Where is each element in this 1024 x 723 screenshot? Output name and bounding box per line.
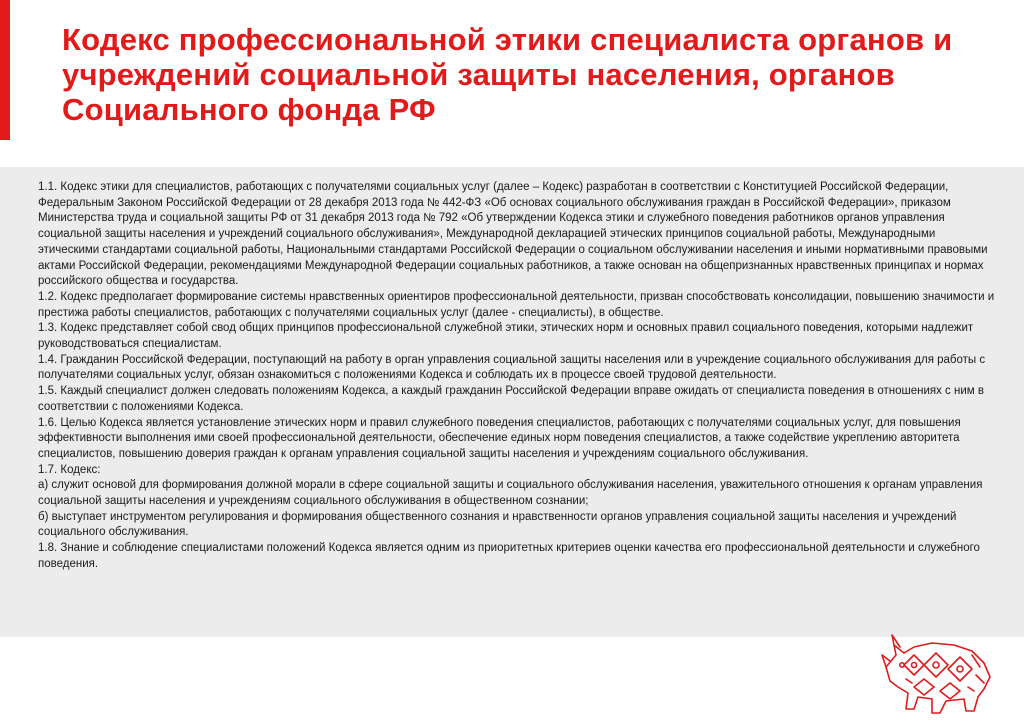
paragraph-1-3: 1.3. Кодекс представляет собой свод общих принципов профессиональной служебной этики, этических норм и основных правил социального поведения, которыми надлежит руководствоваться специалистам. bbox=[38, 322, 974, 351]
paragraph-1-7: 1.7. Кодекс: bbox=[38, 463, 101, 476]
paragraph-1-6: 1.6. Целью Кодекса является установление этических норм и правил служебного поведения специалистов, работающих с получателями социальных услуг, для повышения эффективности выполнения ими своей профессиональной деятельности, обеспечение единых норм поведения специалистов, а также содействие укреплению авторитета специалистов, повышению доверия граждан к органам управления социальной защиты населения и учреждениям социального обслуживания. bbox=[38, 416, 961, 460]
left-accent-bar bbox=[0, 0, 10, 140]
paragraph-1-7-a: а) служит основой для формирования должной морали в сфере социальной защиты и социального обслуживания населения, уважительного отношения к органам управления социальной защиты населения и учреждениям социального обслуживания в общественном сознании; bbox=[38, 479, 983, 508]
body-text bbox=[38, 180, 996, 573]
page-title: Кодекс профессиональной этики специалиста органов и учреждений социальной защиты населения, органов Социального фонда РФ bbox=[62, 22, 953, 127]
rhino-ornament-icon bbox=[880, 625, 1000, 715]
paragraph-1-8: 1.8. Знание и соблюдение специалистами положений Кодекса является одним из приоритетных критериев оценки качества его профессиональной деятельности и служебного поведения. bbox=[38, 542, 980, 570]
paragraph-1-7-b: б) выступает инструментом регулирования и формирования общественного сознания и нравственности органов управления социальной защиты населения и учреждений социального обслуживания. bbox=[38, 510, 957, 539]
paragraph-1-1: 1.1. Кодекс этики для специалистов, работающих с получателями социальных услуг (далее – Кодекс) разработан в соответствии с Конституцией Российской Федерации, Федеральным Законом Российской Федерации от 28 декабря 2013 года № 442-ФЗ «Об основах социального обслуживания граждан в Российской Федерации», приказом Министерства труда и социальной защиты РФ от 31 декабря 2013 года № 792 «Об утверждении Кодекса этики и служебного поведения работников органов управления социальной защиты населения и учреждений социального обслуживания», Международной декларацией этических принципов социальной работы, Международными этическими стандартами социальной работы, Национальными стандартами Российской Федерации о социальном обслуживании населения и иными нормативными правовыми актами Российской Федерации, рекомендациями Международной Федерации социальных работников, а также основан на общепризнанных нравственных принципах и нормах российского общества и государства. bbox=[38, 181, 988, 288]
paragraph-1-4: 1.4. Гражданин Российской Федерации, поступающий на работу в орган управления социальной защиты населения или в учреждение социального обслуживания для работы с получателями социальных услуг, обязан ознакомиться с положениями Кодекса и соблюдать их в процессе своей трудовой деятельности. bbox=[38, 353, 986, 382]
paragraph-1-5: 1.5. Каждый специалист должен следовать положениям Кодекса, а каждый гражданин Российской Федерации вправе ожидать от специалиста поведения в отношениях с ним в соответствии с положениями Кодекса. bbox=[38, 385, 984, 413]
paragraph-1-2: 1.2. Кодекс предполагает формирование системы нравственных ориентиров профессиональной деятельности, призван способствовать консолидации, повышению значимости и престижа работы специалистов, работающих с получателями социальных услуг (далее - специалисты), в обществе. bbox=[38, 290, 995, 319]
